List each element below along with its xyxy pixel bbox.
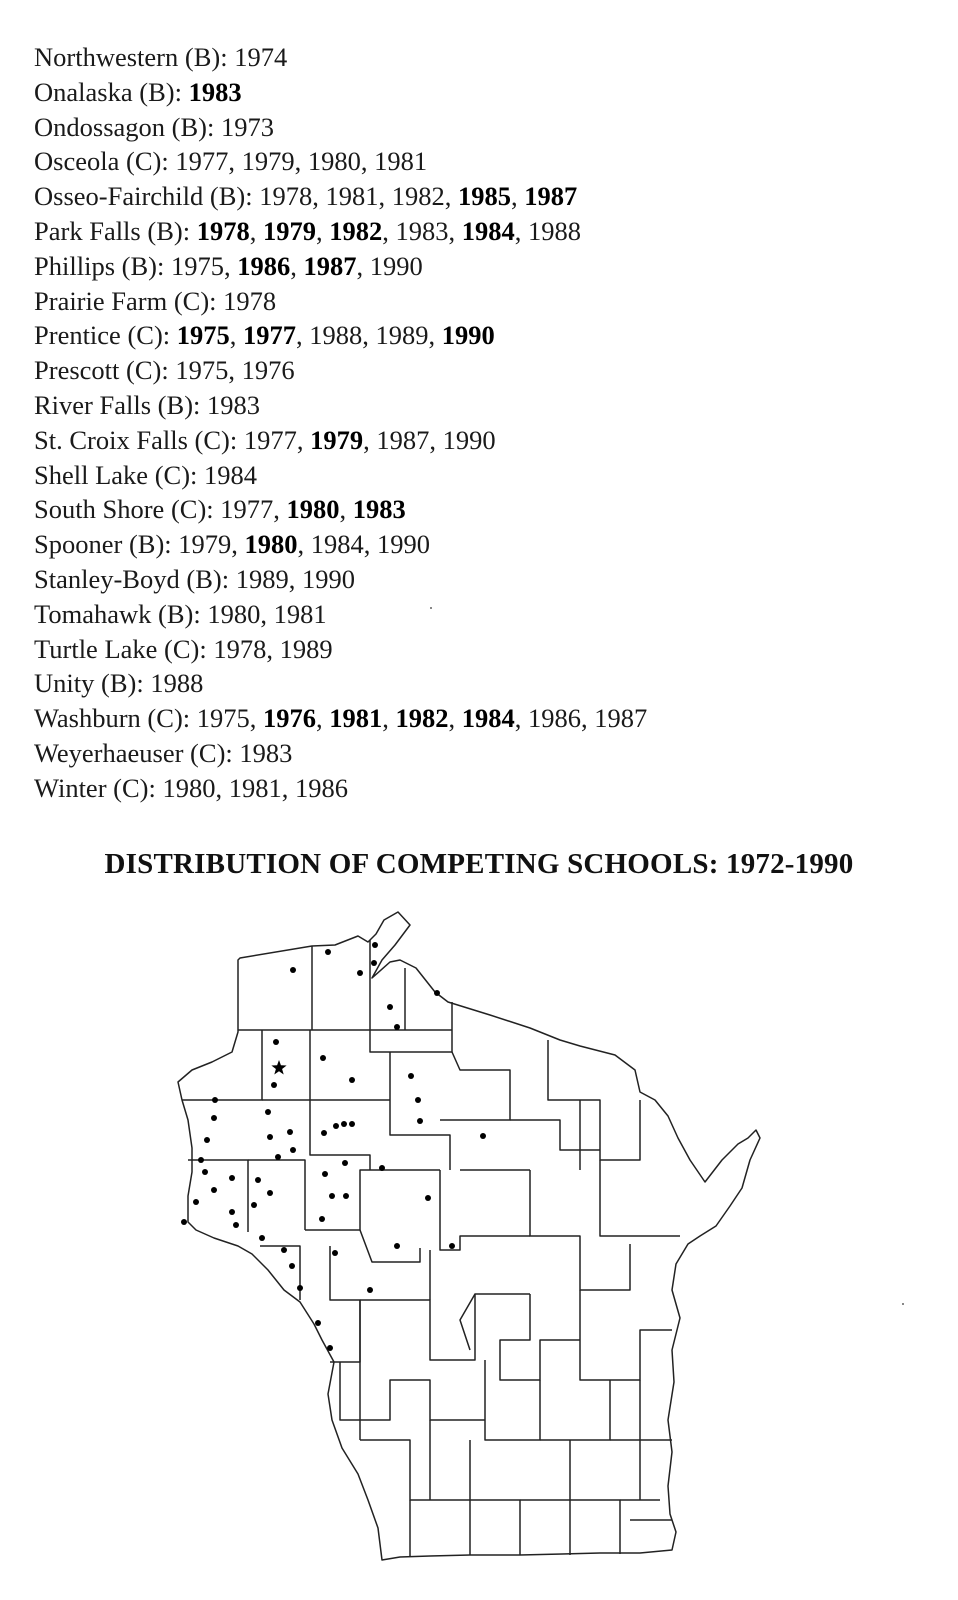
school-entry: Prentice (C): 1975, 1977, 1988, 1989, 1990 — [34, 320, 495, 351]
school-class: C — [163, 459, 182, 490]
school-dot — [202, 1169, 208, 1175]
school-dot — [387, 1004, 393, 1010]
competition-year: 1983 — [395, 215, 449, 246]
competition-year: 1983 — [239, 737, 293, 768]
championship-year: 1980 — [244, 529, 298, 560]
school-class: B — [109, 668, 128, 699]
school-dot — [181, 1219, 187, 1225]
school-markers — [181, 942, 486, 1351]
school-dot — [332, 1250, 338, 1256]
school-dot — [342, 1160, 348, 1166]
school-name: Unity — [34, 668, 95, 699]
school-class: B — [180, 111, 199, 142]
school-dot — [287, 1129, 293, 1135]
school-class: C — [134, 146, 153, 177]
school-dot — [408, 1073, 414, 1079]
championship-year: 1985 — [457, 181, 511, 212]
competition-year: 1975 — [170, 250, 224, 281]
school-class: C — [121, 772, 140, 803]
school-name: Onalaska — [34, 76, 133, 107]
school-entry: Tomahawk (B): 1980, 1981 — [34, 598, 327, 629]
school-name: St. Croix Falls — [34, 424, 188, 455]
scan-speck — [430, 607, 432, 609]
competition-year: 1989 — [279, 633, 333, 664]
school-entry: Park Falls (B): 1978, 1979, 1982, 1983, 1984, 1988 — [34, 215, 581, 246]
competition-year: 1977 — [243, 424, 297, 455]
school-entry: Unity (B): 1988 — [34, 668, 204, 699]
championship-year: 1978 — [196, 215, 250, 246]
competition-year: 1981 — [273, 598, 327, 629]
school-entry: Weyerhaeuser (C): 1983 — [34, 737, 293, 768]
school-dot — [290, 1147, 296, 1153]
championship-year: 1975 — [176, 320, 230, 351]
school-class: C — [172, 633, 191, 664]
school-name: Tomahawk — [34, 598, 152, 629]
school-entry: Winter (C): 1980, 1981, 1986 — [34, 772, 348, 803]
competition-year: 1978 — [213, 633, 267, 664]
school-dot — [327, 1345, 333, 1351]
school-entry: Osceola (C): 1977, 1979, 1980, 1981 — [34, 146, 428, 177]
school-dot — [211, 1187, 217, 1193]
competition-year: 1988 — [309, 320, 363, 351]
school-entry: River Falls (B): 1983 — [34, 389, 260, 420]
competition-year: 1977 — [175, 146, 229, 177]
school-class: B — [193, 42, 212, 72]
school-name: Northwestern — [34, 42, 179, 72]
school-entry: Osseo-Fairchild (B): 1978, 1981, 1982, 1985, 1987 — [34, 181, 578, 212]
championship-year: 1990 — [441, 320, 495, 351]
county-lines — [182, 940, 680, 1556]
school-name: River Falls — [34, 389, 152, 420]
school-dot — [267, 1134, 273, 1140]
championship-year: 1979 — [262, 215, 316, 246]
competition-year: 1981 — [374, 146, 428, 177]
school-dot — [425, 1195, 431, 1201]
school-dot — [267, 1190, 273, 1196]
championship-year: 1987 — [524, 181, 578, 212]
school-class: B — [130, 250, 149, 281]
school-dot — [229, 1175, 235, 1181]
school-dot — [417, 1118, 423, 1124]
school-class: B — [156, 215, 174, 246]
school-dot — [255, 1177, 261, 1183]
school-dot — [322, 1171, 328, 1177]
school-dot — [394, 1024, 400, 1030]
championship-year: 1984 — [461, 703, 515, 734]
competition-year: 1990 — [301, 563, 355, 594]
competition-year: 1981 — [325, 181, 379, 212]
school-dot — [233, 1222, 239, 1228]
school-class: C — [179, 494, 198, 525]
school-dot — [372, 942, 378, 948]
school-dot — [297, 1285, 303, 1291]
competition-year: 1975 — [175, 355, 229, 386]
school-entry: Phillips (B): 1975, 1986, 1987, 1990 — [34, 250, 423, 281]
school-dot — [349, 1077, 355, 1083]
school-dot — [271, 1082, 277, 1088]
competition-year: 1983 — [207, 389, 260, 420]
school-class: C — [182, 285, 201, 316]
competition-year: 1979 — [178, 529, 232, 560]
school-dot — [325, 949, 331, 955]
school-class: B — [166, 389, 185, 420]
school-dot — [229, 1209, 235, 1215]
school-class: C — [136, 320, 154, 351]
competition-year: 1980 — [307, 146, 361, 177]
school-dot — [349, 1121, 355, 1127]
school-dot — [329, 1193, 335, 1199]
competition-year: 1977 — [220, 494, 274, 525]
school-dot — [211, 1115, 217, 1121]
competition-year: 1980 — [207, 598, 261, 629]
school-class: B — [218, 181, 237, 212]
school-name: Park Falls — [34, 215, 141, 246]
school-entry: Ondossagon (B): 1973 — [34, 111, 274, 142]
school-entry: Prairie Farm (C): 1978 — [34, 285, 277, 316]
competition-year: 1984 — [204, 459, 258, 490]
school-class: B — [195, 563, 213, 594]
school-name: Winter — [34, 772, 107, 803]
school-name: Spooner — [34, 529, 123, 560]
school-entry: Stanley-Boyd (B): 1989, 1990 — [34, 563, 355, 594]
school-name: Shell Lake — [34, 459, 149, 490]
competition-year: 1988 — [150, 668, 204, 699]
competition-year: 1978 — [223, 285, 277, 316]
school-class: C — [156, 703, 174, 734]
school-dot — [315, 1320, 321, 1326]
school-dot — [319, 1216, 325, 1222]
school-class: C — [203, 424, 222, 455]
school-entry: Washburn (C): 1975, 1976, 1981, 1982, 1984, 1986, 1987 — [34, 703, 648, 734]
competition-year: 1981 — [228, 772, 282, 803]
school-name: Osseo-Fairchild — [34, 181, 204, 212]
school-dot — [480, 1133, 486, 1139]
school-class: B — [148, 76, 166, 107]
championship-year: 1977 — [243, 320, 297, 351]
school-name: Prairie Farm — [34, 285, 168, 316]
competition-year: 1989 — [375, 320, 429, 351]
competition-year: 1990 — [369, 250, 423, 281]
school-dot — [204, 1137, 210, 1143]
school-dot — [290, 967, 296, 973]
competition-year: 1973 — [220, 111, 274, 142]
school-name: Prentice — [34, 320, 121, 351]
competition-year: 1987 — [376, 424, 430, 455]
competition-year: 1990 — [377, 529, 431, 560]
school-entry: Spooner (B): 1979, 1980, 1984, 1990 — [34, 529, 431, 560]
school-dot — [251, 1202, 257, 1208]
school-dot — [357, 970, 363, 976]
map-title: DISTRIBUTION OF COMPETING SCHOOLS: 1972-1990 — [104, 848, 854, 880]
championship-year: 1984 — [461, 215, 515, 246]
championship-year: 1979 — [310, 424, 364, 455]
school-dot — [320, 1055, 326, 1061]
school-dot — [449, 1243, 455, 1249]
competition-year: 1989 — [235, 563, 289, 594]
school-dot — [415, 1097, 421, 1103]
school-entry: Shell Lake (C): 1984 — [34, 459, 258, 490]
school-name: Prescott — [34, 355, 120, 386]
school-name: Turtle Lake — [34, 633, 158, 664]
school-name: Phillips — [34, 250, 116, 281]
star-icon — [271, 1060, 286, 1075]
school-dot — [275, 1154, 281, 1160]
school-dot — [371, 960, 377, 966]
competition-year: 1976 — [241, 355, 295, 386]
school-dot — [289, 1263, 295, 1269]
school-entry: South Shore (C): 1977, 1980, 1983 — [34, 494, 406, 525]
school-name: Washburn — [34, 703, 141, 734]
school-entry: Prescott (C): 1975, 1976 — [34, 355, 295, 386]
school-class: B — [166, 598, 185, 629]
school-dot — [343, 1193, 349, 1199]
school-name: Stanley-Boyd — [34, 563, 180, 594]
competition-year: 1990 — [442, 424, 496, 455]
school-dot — [198, 1157, 204, 1163]
competition-year: 1974 — [234, 42, 288, 72]
competition-year: 1975 — [196, 703, 250, 734]
competition-year: 1980 — [162, 772, 216, 803]
competition-year: 1988 — [527, 215, 581, 246]
school-dot — [367, 1287, 373, 1293]
school-name: South Shore — [34, 494, 165, 525]
school-entry: Turtle Lake (C): 1978, 1989 — [34, 633, 333, 664]
championship-year: 1986 — [237, 250, 291, 281]
competition-year: 1979 — [241, 146, 295, 177]
school-dot — [379, 1165, 385, 1171]
school-dot — [281, 1247, 287, 1253]
championship-year: 1980 — [286, 494, 340, 525]
competition-year: 1984 — [310, 529, 364, 560]
championship-year: 1983 — [188, 76, 242, 107]
school-class: C — [198, 737, 217, 768]
school-dot — [434, 990, 440, 996]
school-name: Osceola — [34, 146, 120, 177]
championship-year: 1982 — [329, 215, 383, 246]
championship-year: 1982 — [395, 703, 449, 734]
scan-speck — [902, 1303, 904, 1305]
championship-year: 1987 — [303, 250, 357, 281]
competition-year: 1986 — [294, 772, 348, 803]
school-name: Ondossagon — [34, 111, 166, 142]
competition-year: 1987 — [594, 703, 648, 734]
school-dot — [212, 1097, 218, 1103]
competition-year: 1982 — [391, 181, 445, 212]
school-dot — [193, 1199, 199, 1205]
school-class: C — [134, 355, 153, 386]
school-dot — [259, 1235, 265, 1241]
school-dot — [273, 1039, 279, 1045]
school-entry: Onalaska (B): 1983 — [34, 76, 242, 107]
competition-year: 1978 — [259, 181, 313, 212]
championship-year: 1983 — [352, 494, 406, 525]
school-dot — [265, 1109, 271, 1115]
school-dot — [333, 1123, 339, 1129]
championship-year: 1976 — [263, 703, 316, 734]
school-dot — [341, 1121, 347, 1127]
school-entry: Northwestern (B): 1974 — [34, 42, 288, 72]
competition-year: 1986 — [528, 703, 581, 734]
school-name: Weyerhaeuser — [34, 737, 184, 768]
school-dot — [394, 1243, 400, 1249]
championship-year: 1981 — [329, 703, 383, 734]
school-dot — [321, 1130, 327, 1136]
school-entry: St. Croix Falls (C): 1977, 1979, 1987, 1990 — [34, 424, 496, 455]
school-class: B — [137, 529, 156, 560]
